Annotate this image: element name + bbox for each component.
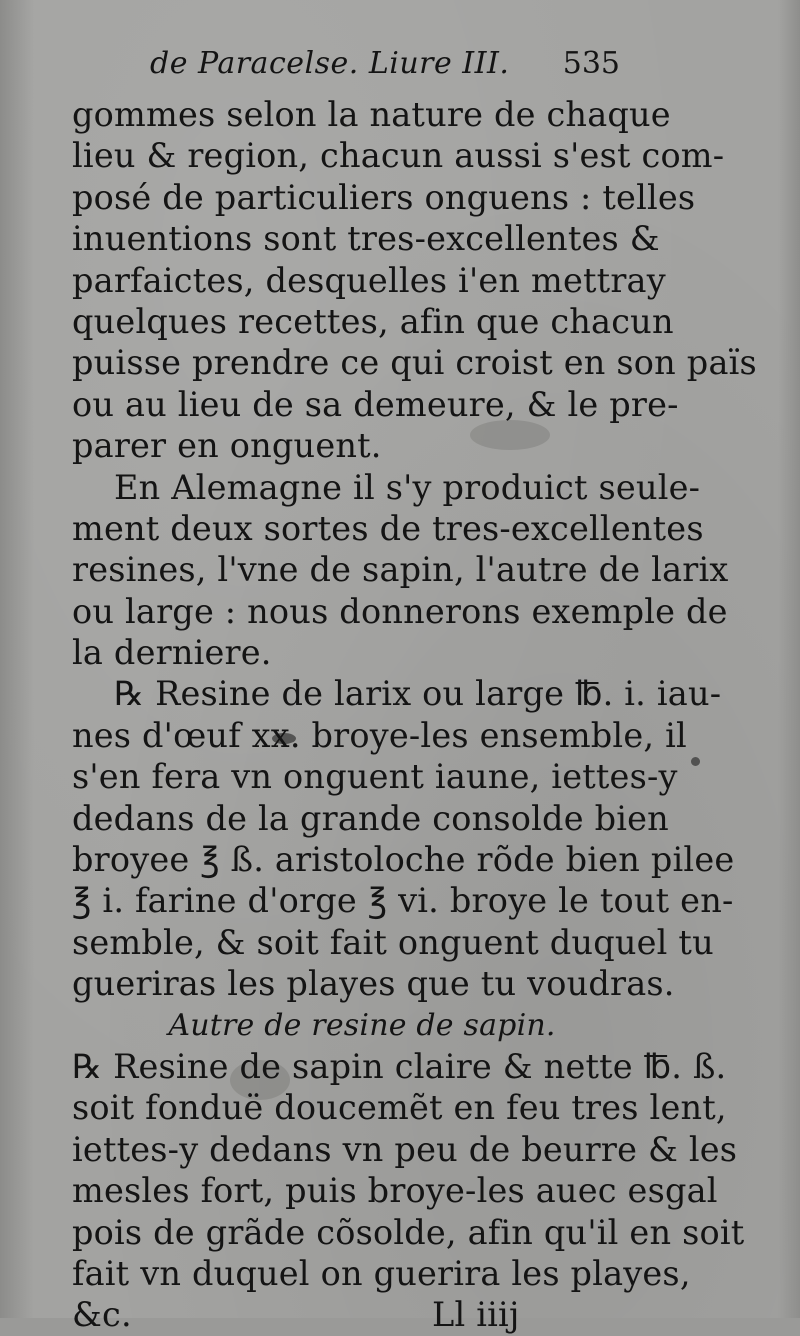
recipe-line: nes d'œuf xx. broye-les ensemble, il	[72, 715, 687, 755]
text-line: En Alemagne il s'y produict seule-	[114, 467, 701, 507]
text-line: parer en onguent.	[72, 426, 382, 466]
recipe-line: iettes-y dedans vn peu de beurre & les	[72, 1129, 738, 1169]
text-line: la derniere.	[72, 633, 272, 673]
text-line: parfaictes, desquelles i'en mettray	[72, 260, 666, 300]
text-line: ou au lieu de sa demeure, & le pre-	[72, 384, 679, 424]
recipe-line: mesles fort, puis broye-les auec esgal	[72, 1171, 718, 1211]
page-footer	[72, 1294, 632, 1335]
recipe-line: semble, & soit fait onguent duquel tu	[72, 922, 714, 962]
text-line: lieu & region, chacun aussi s'est com-	[72, 136, 725, 176]
text-line: ou large : nous donnerons exemple de	[72, 591, 728, 631]
page-number: 535	[562, 46, 620, 81]
recipe-line: soit fonduë doucemẽt en feu tres lent,	[72, 1088, 727, 1128]
recipe-line: broyee ℥ ß. aristoloche rõde bien pilee	[72, 840, 735, 880]
text-line: posé de particuliers onguens : telles	[72, 177, 696, 217]
text-line: inuentions sont tres-excellentes &	[72, 219, 660, 259]
recipe-line: fait vn duquel on guerira les playes,	[72, 1253, 691, 1293]
recipe-line: ℞ Resine de sapin claire & nette ℔. ß.	[72, 1046, 727, 1086]
section-subheading: Autre de resine de sapin.	[168, 1007, 556, 1043]
text-line: ment deux sortes de tres-excellentes	[72, 508, 704, 548]
etc-text: &c.	[72, 1295, 132, 1335]
text-line: resines, l'vne de sapin, l'autre de larix	[72, 550, 729, 590]
ink-dot	[691, 757, 700, 766]
page-shadow-left	[0, 0, 34, 1318]
recipe-line: ℥ i. farine d'orge ℥ vi. broye le tout en-	[72, 881, 734, 921]
recipe-line: gueriras les playes que tu voudras.	[72, 964, 675, 1004]
text-line: gommes selon la nature de chaque	[72, 95, 671, 134]
recipe-line: s'en fera vn onguent iaune, iettes-y	[72, 757, 678, 797]
recipe-line: pois de grãde cõsolde, afin qu'il en soit	[72, 1212, 745, 1252]
page-shadow-right	[778, 0, 800, 1318]
recipe-line: dedans de la grande consolde bien	[72, 798, 669, 838]
page-header	[150, 46, 620, 90]
running-head: de Paracelse. Liure III.	[150, 46, 510, 81]
text-line: quelques recettes, afin que chacun	[72, 301, 674, 341]
text-line: puisse prendre ce qui croist en son païs	[72, 343, 757, 383]
body-text	[72, 94, 757, 1336]
signature-mark: Ll iiij	[432, 1295, 520, 1335]
recipe-line: ℞ Resine de larix ou large ℔. i. iau-	[114, 674, 722, 714]
